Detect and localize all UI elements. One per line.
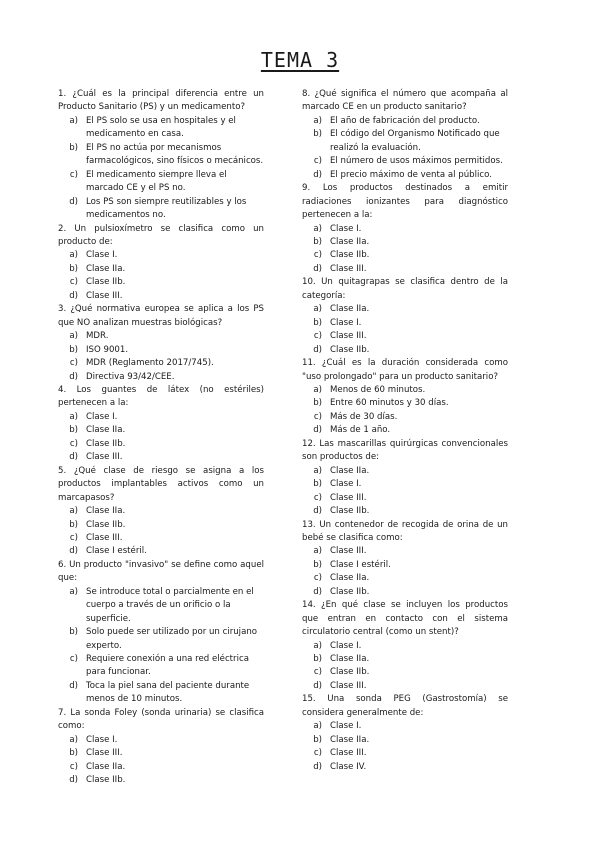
option-letter: c) xyxy=(313,573,322,584)
option-text: El medicamento siempre lleva el marcado CE y el PS no. xyxy=(86,169,227,194)
option-letter: a) xyxy=(313,384,322,395)
option-item xyxy=(302,465,508,478)
option-item xyxy=(58,276,264,289)
option-letter: a) xyxy=(69,586,78,597)
option-text: Clase IIb. xyxy=(330,344,370,355)
option-text: Clase IIa. xyxy=(86,263,126,274)
option-text: Clase IIb. xyxy=(330,586,370,597)
option-text: Directiva 93/42/CEE. xyxy=(86,371,175,382)
option-letter: c) xyxy=(69,169,78,180)
option-item xyxy=(58,747,264,760)
option-text: Clase IIa. xyxy=(86,506,126,517)
options-list xyxy=(302,384,508,438)
option-text: Clase IIb. xyxy=(86,438,126,449)
question-text: 8. ¿Qué significa el número que acompaña al marcado CE en un producto sanitario? xyxy=(302,89,508,113)
option-letter: c) xyxy=(313,492,322,503)
option-letter: b) xyxy=(313,559,322,570)
option-item xyxy=(302,586,508,599)
option-text: Clase IIb. xyxy=(86,277,126,288)
option-letter: c) xyxy=(69,277,78,288)
question-block xyxy=(302,519,508,600)
option-item xyxy=(58,438,264,451)
option-item xyxy=(302,734,508,747)
option-letter: d) xyxy=(313,425,322,436)
option-text: Clase I. xyxy=(86,411,118,422)
option-item xyxy=(58,626,264,653)
option-item xyxy=(302,384,508,397)
question-block xyxy=(302,88,508,182)
option-item xyxy=(58,142,264,169)
option-letter: b) xyxy=(313,129,322,140)
option-item xyxy=(302,747,508,760)
option-text: Clase IIa. xyxy=(330,236,370,247)
options-list xyxy=(58,249,264,303)
question-block xyxy=(58,88,264,223)
options-list xyxy=(302,545,508,599)
option-text: ISO 9001. xyxy=(86,344,129,355)
option-letter: d) xyxy=(313,586,322,597)
question-block xyxy=(302,182,508,276)
question-text: 12. Las mascarillas quirúrgicas convencionales son productos de: xyxy=(302,438,508,463)
option-item xyxy=(58,653,264,680)
option-text: Más de 1 año. xyxy=(330,425,391,436)
option-letter: b) xyxy=(69,425,78,436)
option-text: Clase I. xyxy=(86,250,118,261)
option-item xyxy=(302,680,508,693)
question-text: 1. ¿Cuál es la principal diferencia entre un Producto Sanitario (PS) y un medicamento? xyxy=(58,89,264,113)
question-block xyxy=(58,707,264,788)
option-text: El año de fabricación del producto. xyxy=(330,115,480,126)
option-text: Clase III. xyxy=(330,546,367,557)
option-letter: c) xyxy=(69,654,78,665)
option-item xyxy=(58,290,264,303)
option-item xyxy=(58,371,264,384)
option-text: Clase IIb. xyxy=(86,519,126,530)
option-letter: a) xyxy=(69,115,78,126)
option-letter: c) xyxy=(313,156,322,167)
option-letter: d) xyxy=(313,263,322,274)
option-letter: d) xyxy=(313,169,322,180)
option-text: Clase IIa. xyxy=(86,425,126,436)
options-list xyxy=(58,505,264,559)
option-text: Menos de 60 minutos. xyxy=(330,384,426,395)
option-text: Clase I estéril. xyxy=(330,559,391,570)
option-item xyxy=(302,559,508,572)
option-item xyxy=(58,411,264,424)
question-block xyxy=(58,384,264,465)
option-letter: a) xyxy=(69,411,78,422)
option-letter: a) xyxy=(69,250,78,261)
option-item xyxy=(58,505,264,518)
question-block xyxy=(58,465,264,559)
option-item xyxy=(302,492,508,505)
option-item xyxy=(58,169,264,196)
option-letter: a) xyxy=(69,734,78,745)
question-text: 10. Un quitagrapas se clasifica dentro de la categoría: xyxy=(302,277,508,301)
option-letter: a) xyxy=(313,546,322,557)
option-letter: d) xyxy=(313,680,322,691)
option-item xyxy=(58,115,264,142)
options-list xyxy=(302,303,508,357)
option-text: Clase I. xyxy=(86,734,118,745)
option-text: Toca la piel sana del paciente durante menos de 10 minutos. xyxy=(86,680,250,705)
option-item xyxy=(58,761,264,774)
option-item xyxy=(302,761,508,774)
option-item xyxy=(302,223,508,236)
option-text: Clase IIb. xyxy=(330,506,370,517)
options-list xyxy=(302,465,508,519)
question-text: 7. La sonda Foley (sonda urinaria) se clasifica como: xyxy=(58,707,264,732)
option-text: Clase III. xyxy=(86,532,123,543)
question-block xyxy=(302,438,508,519)
options-list xyxy=(302,223,508,277)
option-letter: a) xyxy=(313,115,322,126)
option-letter: b) xyxy=(69,748,78,759)
option-item xyxy=(58,344,264,357)
option-letter: d) xyxy=(69,196,78,207)
option-item xyxy=(302,169,508,182)
question-text: 2. Un pulsioxímetro se clasifica como un producto de: xyxy=(58,223,264,247)
option-item xyxy=(58,680,264,707)
option-text: Clase IIa. xyxy=(330,304,370,315)
option-text: Clase IIa. xyxy=(86,761,126,772)
option-item xyxy=(302,640,508,653)
option-item xyxy=(302,236,508,249)
question-text: 15. Una sonda PEG (Gastrostomía) se considera generalmente de: xyxy=(302,694,508,718)
option-item xyxy=(58,532,264,545)
option-item xyxy=(58,545,264,558)
question-block xyxy=(302,357,508,438)
option-item xyxy=(302,545,508,558)
option-text: Requiere conexión a una red eléctrica para funcionar. xyxy=(86,654,249,678)
question-text: 9. Los productos destinados a emitir radiaciones ionizantes para diagnóstico pertenecen a la: xyxy=(302,183,508,221)
option-item xyxy=(58,774,264,787)
options-list xyxy=(58,586,264,707)
option-item xyxy=(58,330,264,343)
question-block xyxy=(302,693,508,774)
option-item xyxy=(58,586,264,626)
options-list xyxy=(58,115,264,223)
options-list xyxy=(302,720,508,774)
option-letter: c) xyxy=(313,411,322,422)
option-letter: a) xyxy=(69,506,78,517)
option-letter: c) xyxy=(69,358,78,369)
option-text: Clase IIb. xyxy=(330,667,370,678)
option-text: Clase I. xyxy=(330,721,362,732)
option-item xyxy=(302,155,508,168)
question-text: 3. ¿Qué normativa europea se aplica a los PS que NO analizan muestras biológicas? xyxy=(58,304,264,328)
option-text: El PS no actúa por mecanismos farmacológicos, sino físicos o mecánicos. xyxy=(86,142,264,167)
question-text: 14. ¿En qué clase se incluyen los productos que entran en contacto con el sistema circulatorio central (como un stent)? xyxy=(302,600,508,638)
option-text: El PS solo se usa en hospitales y el medicamento en casa. xyxy=(86,115,236,140)
option-text: Entre 60 minutos y 30 días. xyxy=(330,398,449,409)
option-letter: a) xyxy=(69,331,78,342)
option-item xyxy=(58,196,264,223)
option-item xyxy=(302,666,508,679)
page-title: TEMA 3 xyxy=(260,48,340,72)
option-text: Solo puede ser utilizado por un cirujano experto. xyxy=(86,627,258,651)
option-item xyxy=(302,317,508,330)
question-text: 11. ¿Cuál es la duración considerada como "uso prolongado" para un producto sanitario? xyxy=(302,358,508,382)
option-text: Clase III. xyxy=(330,263,367,274)
option-item xyxy=(302,411,508,424)
option-letter: b) xyxy=(69,627,78,638)
option-item xyxy=(302,249,508,262)
option-letter: b) xyxy=(313,479,322,490)
option-item xyxy=(302,330,508,343)
option-text: Clase III. xyxy=(86,748,123,759)
left-column xyxy=(58,88,264,788)
option-text: Clase III. xyxy=(330,492,367,503)
option-letter: d) xyxy=(69,775,78,786)
option-item xyxy=(302,720,508,733)
option-letter: b) xyxy=(313,398,322,409)
option-text: Clase III. xyxy=(330,680,367,691)
option-letter: a) xyxy=(313,640,322,651)
option-item xyxy=(58,519,264,532)
option-text: Clase III. xyxy=(330,331,367,342)
option-text: Los PS son siempre reutilizables y los medicamentos no. xyxy=(86,196,247,221)
option-item xyxy=(302,303,508,316)
options-list xyxy=(302,640,508,694)
option-letter: d) xyxy=(69,371,78,382)
option-letter: c) xyxy=(69,438,78,449)
option-text: Clase IIa. xyxy=(330,654,370,665)
options-list xyxy=(58,330,264,384)
option-text: Clase I. xyxy=(330,223,362,234)
option-text: MDR (Reglamento 2017/745). xyxy=(86,358,214,369)
option-letter: b) xyxy=(313,236,322,247)
option-letter: a) xyxy=(313,304,322,315)
option-item xyxy=(58,249,264,262)
option-text: El precio máximo de venta al público. xyxy=(330,169,492,180)
option-letter: c) xyxy=(69,761,78,772)
option-item xyxy=(58,734,264,747)
option-item xyxy=(58,357,264,370)
question-text: 4. Los guantes de látex (no estériles) pertenecen a la: xyxy=(58,384,264,409)
option-letter: a) xyxy=(313,465,322,476)
option-item xyxy=(302,424,508,437)
question-block xyxy=(302,276,508,357)
option-text: Clase IIa. xyxy=(330,734,370,745)
option-text: Clase III. xyxy=(330,748,367,759)
option-item xyxy=(58,263,264,276)
question-block xyxy=(58,223,264,304)
option-letter: a) xyxy=(313,223,322,234)
option-item xyxy=(58,424,264,437)
question-text: 13. Un contenedor de recogida de orina de un bebé se clasifica como: xyxy=(302,519,508,543)
option-text: Clase I. xyxy=(330,317,362,328)
option-letter: b) xyxy=(69,142,78,153)
option-text: Más de 30 días. xyxy=(330,411,398,422)
options-list xyxy=(58,734,264,788)
question-text: 5. ¿Qué clase de riesgo se asigna a los productos implantables activos como un marcapasos? xyxy=(58,465,264,503)
option-item xyxy=(302,128,508,155)
question-block xyxy=(58,559,264,707)
right-column xyxy=(302,88,508,774)
option-letter: d) xyxy=(69,680,78,691)
option-text: Clase IIa. xyxy=(330,465,370,476)
option-letter: b) xyxy=(313,317,322,328)
option-item xyxy=(302,653,508,666)
option-letter: d) xyxy=(313,344,322,355)
option-text: Clase IIb. xyxy=(330,250,370,261)
question-text: 6. Un producto "invasivo" se define como aquel que: xyxy=(58,559,264,584)
option-item xyxy=(302,263,508,276)
option-text: Clase IV. xyxy=(330,761,367,772)
option-letter: b) xyxy=(313,734,322,745)
option-text: Clase III. xyxy=(86,452,123,463)
option-item xyxy=(302,397,508,410)
option-text: El código del Organismo Notificado que realizó la evaluación. xyxy=(330,129,500,153)
option-letter: c) xyxy=(313,331,322,342)
option-text: Se introduce total o parcialmente en el cuerpo a través de un orificio o la superficie. xyxy=(86,586,254,624)
option-item xyxy=(58,451,264,464)
option-letter: d) xyxy=(313,761,322,772)
option-item xyxy=(302,344,508,357)
option-letter: d) xyxy=(69,452,78,463)
option-letter: b) xyxy=(69,519,78,530)
option-letter: b) xyxy=(69,263,78,274)
option-text: Clase I estéril. xyxy=(86,546,147,557)
option-letter: c) xyxy=(313,667,322,678)
option-text: Clase IIa. xyxy=(330,573,370,584)
option-letter: c) xyxy=(313,250,322,261)
option-text: Clase I. xyxy=(330,479,362,490)
options-list xyxy=(58,411,264,465)
question-block xyxy=(58,303,264,384)
option-letter: c) xyxy=(313,748,322,759)
option-item xyxy=(302,115,508,128)
option-item xyxy=(302,505,508,518)
option-item xyxy=(302,478,508,491)
options-list xyxy=(302,115,508,182)
option-letter: d) xyxy=(69,290,78,301)
option-letter: d) xyxy=(313,506,322,517)
option-text: El número de usos máximos permitidos. xyxy=(330,156,503,167)
option-text: Clase I. xyxy=(330,640,362,651)
option-letter: b) xyxy=(313,654,322,665)
option-letter: a) xyxy=(313,721,322,732)
option-text: Clase III. xyxy=(86,290,123,301)
option-letter: b) xyxy=(69,344,78,355)
option-letter: c) xyxy=(69,532,78,543)
option-text: MDR. xyxy=(86,331,109,342)
option-item xyxy=(302,572,508,585)
option-text: Clase IIb. xyxy=(86,775,126,786)
option-letter: d) xyxy=(69,546,78,557)
question-block xyxy=(302,599,508,693)
